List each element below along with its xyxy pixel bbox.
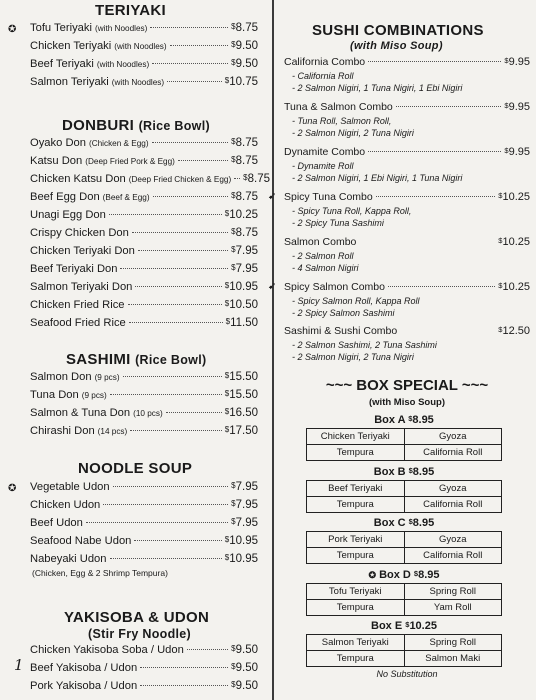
menu-item: Crispy Chicken Don $8.75 (30, 227, 258, 239)
box-item: Box B $8.95 Beef Teriyaki Gyoza Tempura California Roll (306, 466, 502, 513)
combo-item: ➹ Spicy Salmon Combo $10.25 - Spicy Salmon Roll, Kappa Roll - 2 Spicy Salmon Sashimi (268, 281, 530, 318)
combo-item: Dynamite Combo $9.95 - Dynamite Roll - 2 Salmon Nigiri, 1 Ebi Nigiri, 1 Tuna Nigiri (284, 146, 530, 183)
sashimi-title: SASHIMI (Rice Bowl) (66, 351, 207, 368)
sushi-combinations-subtitle: (with Miso Soup) (350, 40, 443, 52)
menu-item: Salmon & Tuna Don (10 pcs) $16.50 (30, 407, 258, 419)
pepper-icon: ➹ (268, 281, 277, 292)
menu-item: Beef Egg Don (Beef & Egg) $8.75 (30, 191, 258, 203)
sushi-combinations-title: SUSHI COMBINATIONS (312, 22, 484, 39)
combo-item: California Combo $9.95 - California Roll - 2 Salmon Nigiri, 1 Tuna Nigiri, 1 Ebi Nigiri (284, 56, 530, 93)
donburi-title: DONBURI (Rice Bowl) (62, 117, 210, 134)
box-special-subtitle: (with Miso Soup) (369, 397, 445, 408)
box-item: Box E $10.25 Salmon Teriyaki Spring Roll Tempura Salmon Maki (306, 620, 502, 667)
menu-item: Beef Yakisoba / Udon $9.50 (30, 662, 258, 674)
menu-item: Seafood Nabe Udon $10.95 (30, 535, 258, 547)
combo-item: Sashimi & Sushi Combo $12.50 - 2 Salmon Sashimi, 2 Tuna Sashimi - 2 Salmon Nigiri, 2 Tuna Nigiri (284, 325, 530, 362)
menu-item: Chicken Teriyaki Don $7.95 (30, 245, 258, 257)
menu-item: Pork Yakisoba / Udon $9.50 (30, 680, 258, 692)
column-divider (272, 0, 274, 700)
vegetarian-star-icon: ✪ (368, 570, 377, 580)
no-substitution-note: No Substitution (376, 669, 438, 679)
box-special-title: ~~~ BOX SPECIAL ~~~ (325, 377, 489, 394)
menu-item: Salmon Don (9 pcs) $15.50 (30, 371, 258, 383)
menu-item: Oyako Don (Chicken & Egg) $8.75 (30, 137, 258, 149)
box-table: Pork Teriyaki Gyoza Tempura California Roll (306, 531, 502, 564)
pepper-icon: ➹ (268, 191, 277, 202)
combo-item: Tuna & Salmon Combo $9.95 - Tuna Roll, Salmon Roll, - 2 Salmon Nigiri, 2 Tuna Nigiri (284, 101, 530, 138)
menu-item: Salmon Teriyaki (with Noodles) $10.75 (30, 76, 258, 88)
vegetarian-star-icon: ✪ (8, 483, 17, 494)
menu-item: Nabeyaki Udon $10.95 (30, 553, 258, 565)
box-item: Box A $8.95 Chicken Teriyaki Gyoza Tempura California Roll (306, 414, 502, 461)
yakisoba-subtitle: (Stir Fry Noodle) (88, 627, 192, 641)
menu-item: Chirashi Don (14 pcs) $17.50 (30, 425, 258, 437)
menu-item: Beef Udon $7.95 (30, 517, 258, 529)
box-item: Box C $8.95 Pork Teriyaki Gyoza Tempura California Roll (306, 517, 502, 564)
nabeyaki-note: (Chicken, Egg & 2 Shrimp Tempura) (32, 568, 168, 578)
noodle-soup-title: NOODLE SOUP (78, 460, 193, 477)
menu-item: Unagi Egg Don $10.25 (30, 209, 258, 221)
menu-item: Chicken Yakisoba Soba / Udon $9.50 (30, 644, 258, 656)
box-table: Tofu Teriyaki Spring Roll Tempura Yam Roll (306, 583, 502, 616)
yakisoba-title: YAKISOBA & UDON (64, 609, 210, 626)
teriyaki-title: TERIYAKI (95, 2, 167, 19)
menu-item: Tofu Teriyaki (with Noodles) $8.75 (30, 22, 258, 34)
box-item: ✪ Box D $8.95 Tofu Teriyaki Spring Roll Tempura Yam Roll (306, 569, 502, 616)
handwritten-mark: 1 (14, 656, 24, 674)
menu-item: Beef Teriyaki (with Noodles) $9.50 (30, 58, 258, 70)
box-table: Salmon Teriyaki Spring Roll Tempura Salmon Maki (306, 634, 502, 667)
menu-item: Seafood Fried Rice $11.50 (30, 317, 258, 329)
combo-item: Salmon Combo $10.25 - 2 Salmon Roll - 4 Salmon Nigiri (284, 236, 530, 273)
box-table: Beef Teriyaki Gyoza Tempura California Roll (306, 480, 502, 513)
menu-item: Katsu Don (Deep Fried Pork & Egg) $8.75 (30, 155, 258, 167)
menu-item: Vegetable Udon $7.95 (30, 481, 258, 493)
box-table: Chicken Teriyaki Gyoza Tempura California Roll (306, 428, 502, 461)
menu-item: Tuna Don (9 pcs) $15.50 (30, 389, 258, 401)
menu-item: Beef Teriyaki Don $7.95 (30, 263, 258, 275)
menu-item: Chicken Katsu Don (Deep Fried Chicken & Egg) $8.75 (30, 173, 271, 185)
menu-item: Chicken Fried Rice $10.50 (30, 299, 258, 311)
menu-item: Salmon Teriyaki Don $10.95 (30, 281, 258, 293)
menu-item: Chicken Teriyaki (with Noodles) $9.50 (30, 40, 258, 52)
menu-item: Chicken Udon $7.95 (30, 499, 258, 511)
combo-item: ➹ Spicy Tuna Combo $10.25 - Spicy Tuna Roll, Kappa Roll, - 2 Spicy Tuna Sashimi (268, 191, 530, 228)
vegetarian-star-icon: ✪ (8, 24, 17, 35)
